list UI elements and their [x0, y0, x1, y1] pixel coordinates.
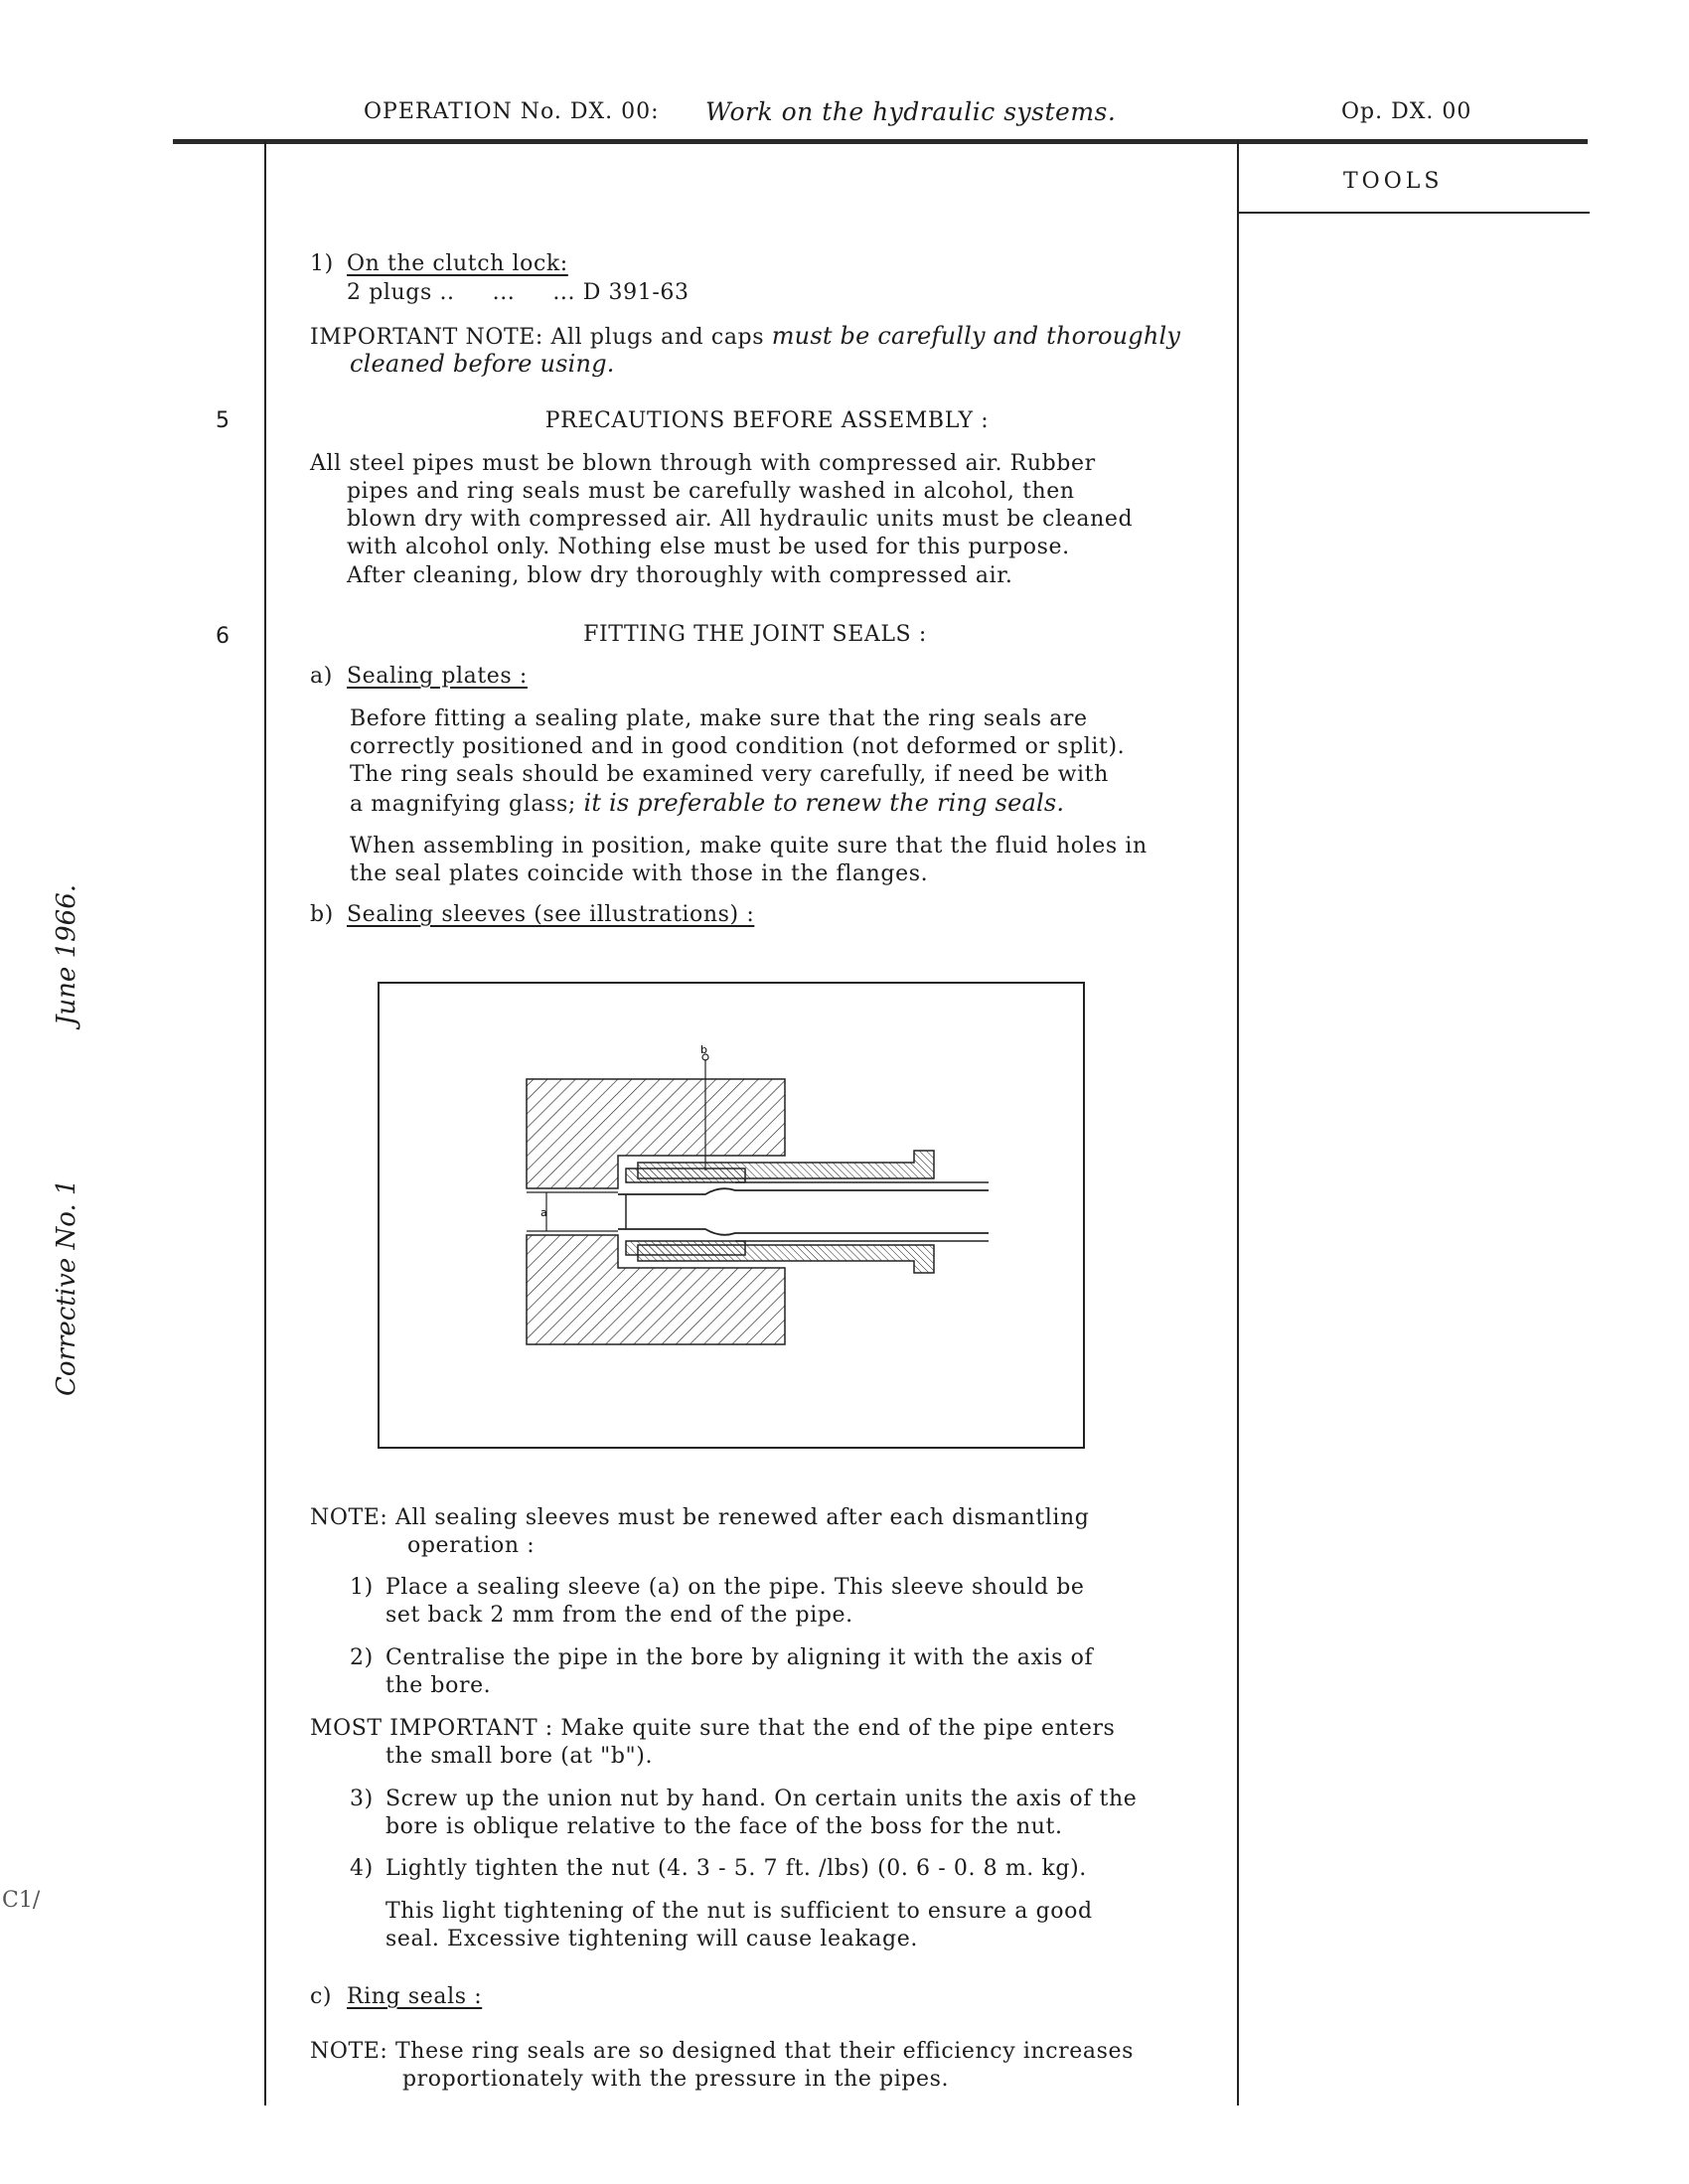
tightening-note: seal. Excessive tightening will cause leakage.	[385, 1927, 918, 1951]
clutch-label: 1)	[310, 251, 334, 276]
figure-label-b: b	[700, 1043, 707, 1056]
ring-seals-note-cont: proportionately with the pressure in the pipes.	[402, 2067, 950, 2092]
header-title: Work on the hydraulic systems.	[705, 97, 1117, 126]
step-text: Place a sealing sleeve (a) on the pipe. This sleeve should be	[385, 1575, 1085, 1600]
figure-label-a: a	[540, 1206, 547, 1219]
header-rule	[173, 139, 1588, 144]
step-number: 4)	[350, 1856, 374, 1881]
joint-seals-heading: FITTING THE JOINT SEALS :	[583, 622, 927, 647]
sealing-plates-line: the seal plates coincide with those in the flanges.	[350, 861, 929, 886]
tightening-note: This light tightening of the nut is sufficient to ensure a good	[385, 1899, 1093, 1924]
left-margin-line	[264, 141, 266, 2106]
ring-seals-note: NOTE: These ring seals are so designed that their efficiency increases	[310, 2039, 1135, 2064]
important-note-emphasis: must be carefully and thoroughly	[771, 322, 1181, 350]
step-number: 1)	[350, 1575, 374, 1600]
section-number-6: 6	[216, 624, 230, 649]
tools-heading: TOOLS	[1343, 169, 1444, 194]
sleeves-note-cont: operation :	[407, 1533, 536, 1558]
precautions-line: pipes and ring seals must be carefully washed in alcohol, then	[347, 479, 1075, 504]
important-note-emphasis-cont: cleaned before using.	[350, 350, 615, 378]
right-column-line	[1237, 141, 1239, 2106]
sealing-plates-line-last	[350, 789, 1064, 819]
sealing-plates-line: Before fitting a sealing plate, make sure that the ring seals are	[350, 706, 1088, 731]
ring-seals-title: Ring seals :	[347, 1984, 483, 2009]
sealing-plates-line: When assembling in position, make quite sure that the fluid holes in	[350, 834, 1148, 858]
section-number-5: 5	[216, 408, 230, 433]
precautions-line: blown dry with compressed air. All hydraulic units must be cleaned	[347, 507, 1134, 532]
precautions-line: All steel pipes must be blown through with compressed air. Rubber	[310, 451, 1096, 476]
sealing-plates-line: correctly positioned and in good condition (not deformed or split).	[350, 734, 1126, 759]
step-text: bore is oblique relative to the face of the boss for the nut.	[385, 1814, 1063, 1839]
sealing-plates-emphasis: it is preferable to renew the ring seals.	[583, 789, 1065, 817]
sealing-sleeve-illustration	[378, 982, 1085, 1449]
sealing-sleeves-label: b)	[310, 902, 334, 927]
sealing-plates-line: The ring seals should be examined very carefully, if need be with	[350, 762, 1109, 787]
clutch-item: 2 plugs .. ... ... D 391-63	[347, 280, 690, 305]
margin-date: June 1966.	[52, 884, 81, 1025]
header-reference: Op. DX. 00	[1341, 99, 1472, 124]
sleeves-note: NOTE: All sealing sleeves must be renewed after each dismantling	[310, 1505, 1090, 1530]
sealing-plates-label: a)	[310, 664, 333, 689]
step-number: 2)	[350, 1645, 374, 1670]
step-number: 3)	[350, 1787, 374, 1811]
precautions-line: with alcohol only. Nothing else must be used for this purpose.	[347, 535, 1070, 559]
ring-seals-label: c)	[310, 1984, 333, 2009]
tools-rule	[1237, 212, 1590, 214]
margin-corrective: Corrective No. 1	[52, 1178, 81, 1396]
header-operation: OPERATION No. DX. 00:	[364, 99, 660, 124]
step-text: Lightly tighten the nut (4. 3 - 5. 7 ft. /lbs) (0. 6 - 0. 8 m. kg).	[385, 1856, 1087, 1881]
sealing-plates-title: Sealing plates :	[347, 664, 528, 689]
step-text: the bore.	[385, 1673, 492, 1698]
step-text: Screw up the union nut by hand. On certain units the axis of the	[385, 1787, 1138, 1811]
sealing-plates-plain: a magnifying glass;	[350, 792, 576, 817]
clutch-heading: On the clutch lock:	[347, 251, 568, 276]
important-note	[310, 322, 1180, 352]
precautions-line: After cleaning, blow dry thoroughly with compressed air.	[347, 563, 1013, 588]
step-text: set back 2 mm from the end of the pipe.	[385, 1603, 853, 1628]
step-text: Centralise the pipe in the bore by aligning it with the axis of	[385, 1645, 1094, 1670]
margin-code: C1/	[2, 1888, 41, 1913]
important-note-lead: IMPORTANT NOTE: All plugs and caps	[310, 325, 765, 350]
precautions-heading: PRECAUTIONS BEFORE ASSEMBLY :	[544, 408, 990, 433]
most-important: MOST IMPORTANT : Make quite sure that the end of the pipe enters	[310, 1716, 1116, 1741]
sealing-sleeves-title: Sealing sleeves (see illustrations) :	[347, 902, 755, 927]
most-important-cont: the small bore (at "b").	[385, 1744, 654, 1769]
